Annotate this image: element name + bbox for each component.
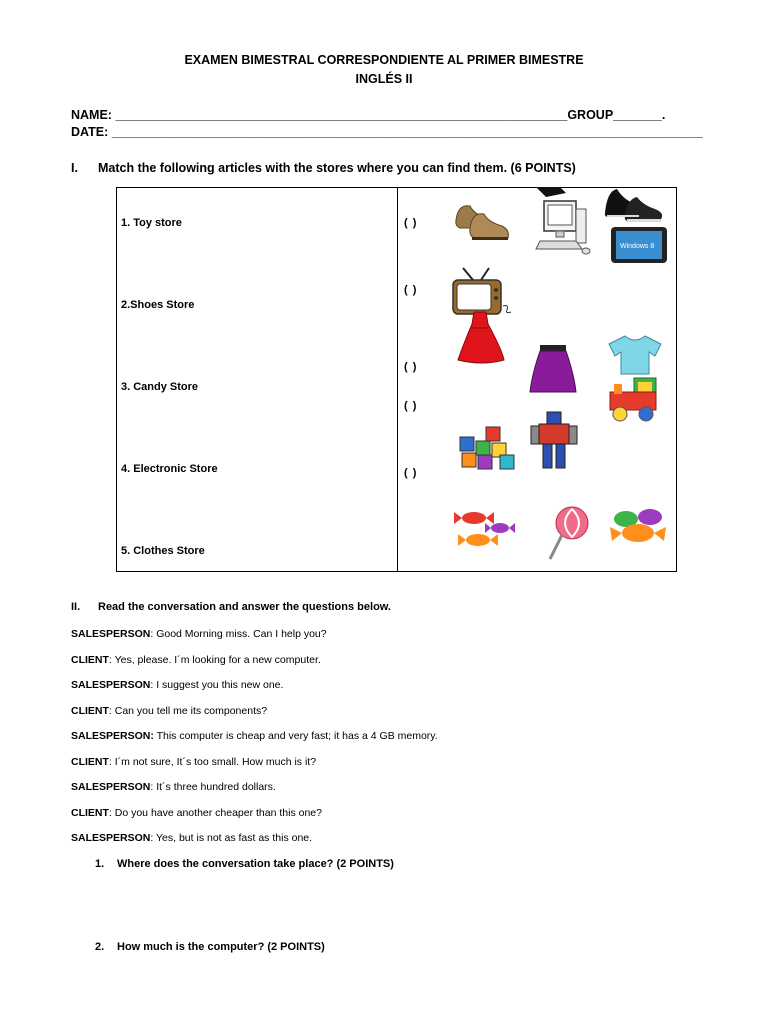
tshirt-image [607, 334, 663, 376]
speaker: SALESPERSON: [71, 730, 154, 742]
speaker: SALESPERSON [71, 679, 151, 691]
red-dress-image [456, 310, 506, 364]
utterance: : Can you tell me its components? [108, 705, 268, 717]
answer-blank[interactable]: ( ) [404, 400, 418, 412]
toy-blocks-image [458, 425, 518, 471]
robot-toy-image [531, 410, 579, 470]
tablet-label: Windows 8 [620, 243, 655, 250]
dialogue-line [71, 730, 438, 742]
dialogue-line [71, 679, 283, 691]
utterance: : Do you have another cheaper than this one? [108, 807, 322, 819]
question-text: How much is the computer? (2 POINTS) [117, 941, 325, 953]
dialogue-line [71, 807, 322, 819]
purple-skirt-image [528, 344, 578, 394]
dialogue-line [71, 654, 321, 666]
speaker: SALESPERSON [71, 628, 151, 640]
wrapped-candies-image [452, 506, 518, 552]
date-field[interactable]: DATE: _____________________________________________________________________________________ [71, 125, 703, 139]
name-field[interactable]: NAME: _________________________________________________________________GROUP_______. [71, 108, 666, 122]
utterance: : Yes, please. I´m looking for a new computer. [108, 654, 321, 666]
computer-image [536, 187, 594, 261]
section1-number: I. [71, 161, 78, 175]
candies-pile-image [606, 503, 672, 549]
dialogue-line [71, 756, 316, 768]
store-shoes: 2.Shoes Store [121, 299, 195, 311]
exam-title: EXAMEN BIMESTRAL CORRESPONDIENTE AL PRIMER BIMESTRE [184, 53, 584, 67]
dialogue-line [71, 832, 312, 844]
speaker: CLIENT [71, 756, 109, 768]
question-number: 1. [95, 858, 105, 870]
store-toy: 1. Toy store [121, 217, 182, 229]
answer-blank[interactable]: ( ) [404, 361, 418, 373]
stores-column [117, 188, 398, 572]
speaker: SALESPERSON [71, 832, 151, 844]
store-clothes: 5. Clothes Store [121, 545, 205, 557]
answer-blank[interactable]: ( ) [404, 217, 418, 229]
utterance: : It´s three hundred dollars. [150, 781, 276, 793]
speaker: CLIENT [71, 654, 109, 666]
utterance: This computer is cheap and very fast; it has a 4 GB memory. [153, 730, 438, 742]
section2-instruction: Read the conversation and answer the questions below. [98, 601, 391, 613]
store-candy: 3. Candy Store [121, 381, 199, 393]
utterance: : I´m not sure, It´s too small. How much is it? [108, 756, 317, 768]
exam-subtitle: INGLÉS II [355, 72, 413, 86]
speaker: CLIENT [71, 705, 109, 717]
speaker: CLIENT [71, 807, 109, 819]
dialogue-line [71, 781, 276, 793]
speaker: SALESPERSON [71, 781, 151, 793]
store-electronic: 4. Electronic Store [121, 463, 218, 475]
toy-train-image [606, 376, 664, 426]
section2-number: II. [71, 601, 81, 613]
utterance: : Good Morning miss. Can I help you? [150, 628, 327, 640]
tablet-image [610, 226, 668, 264]
dialogue-line [71, 705, 267, 717]
utterance: : I suggest you this new one. [150, 679, 284, 691]
sneakers-image [603, 187, 665, 225]
answer-blank[interactable]: ( ) [404, 284, 418, 296]
utterance: : Yes, but is not as fast as this one. [150, 832, 313, 844]
dialogue-line [71, 628, 327, 640]
question-text: Where does the conversation take place? (2 POINTS) [117, 858, 394, 870]
lollipop-image [546, 505, 592, 561]
question-number: 2. [95, 941, 105, 953]
section1-instruction: Match the following articles with the stores where you can find them. (6 POINTS) [98, 161, 576, 175]
answer-blank[interactable]: ( ) [404, 467, 418, 479]
brown-shoes-image [452, 198, 516, 244]
